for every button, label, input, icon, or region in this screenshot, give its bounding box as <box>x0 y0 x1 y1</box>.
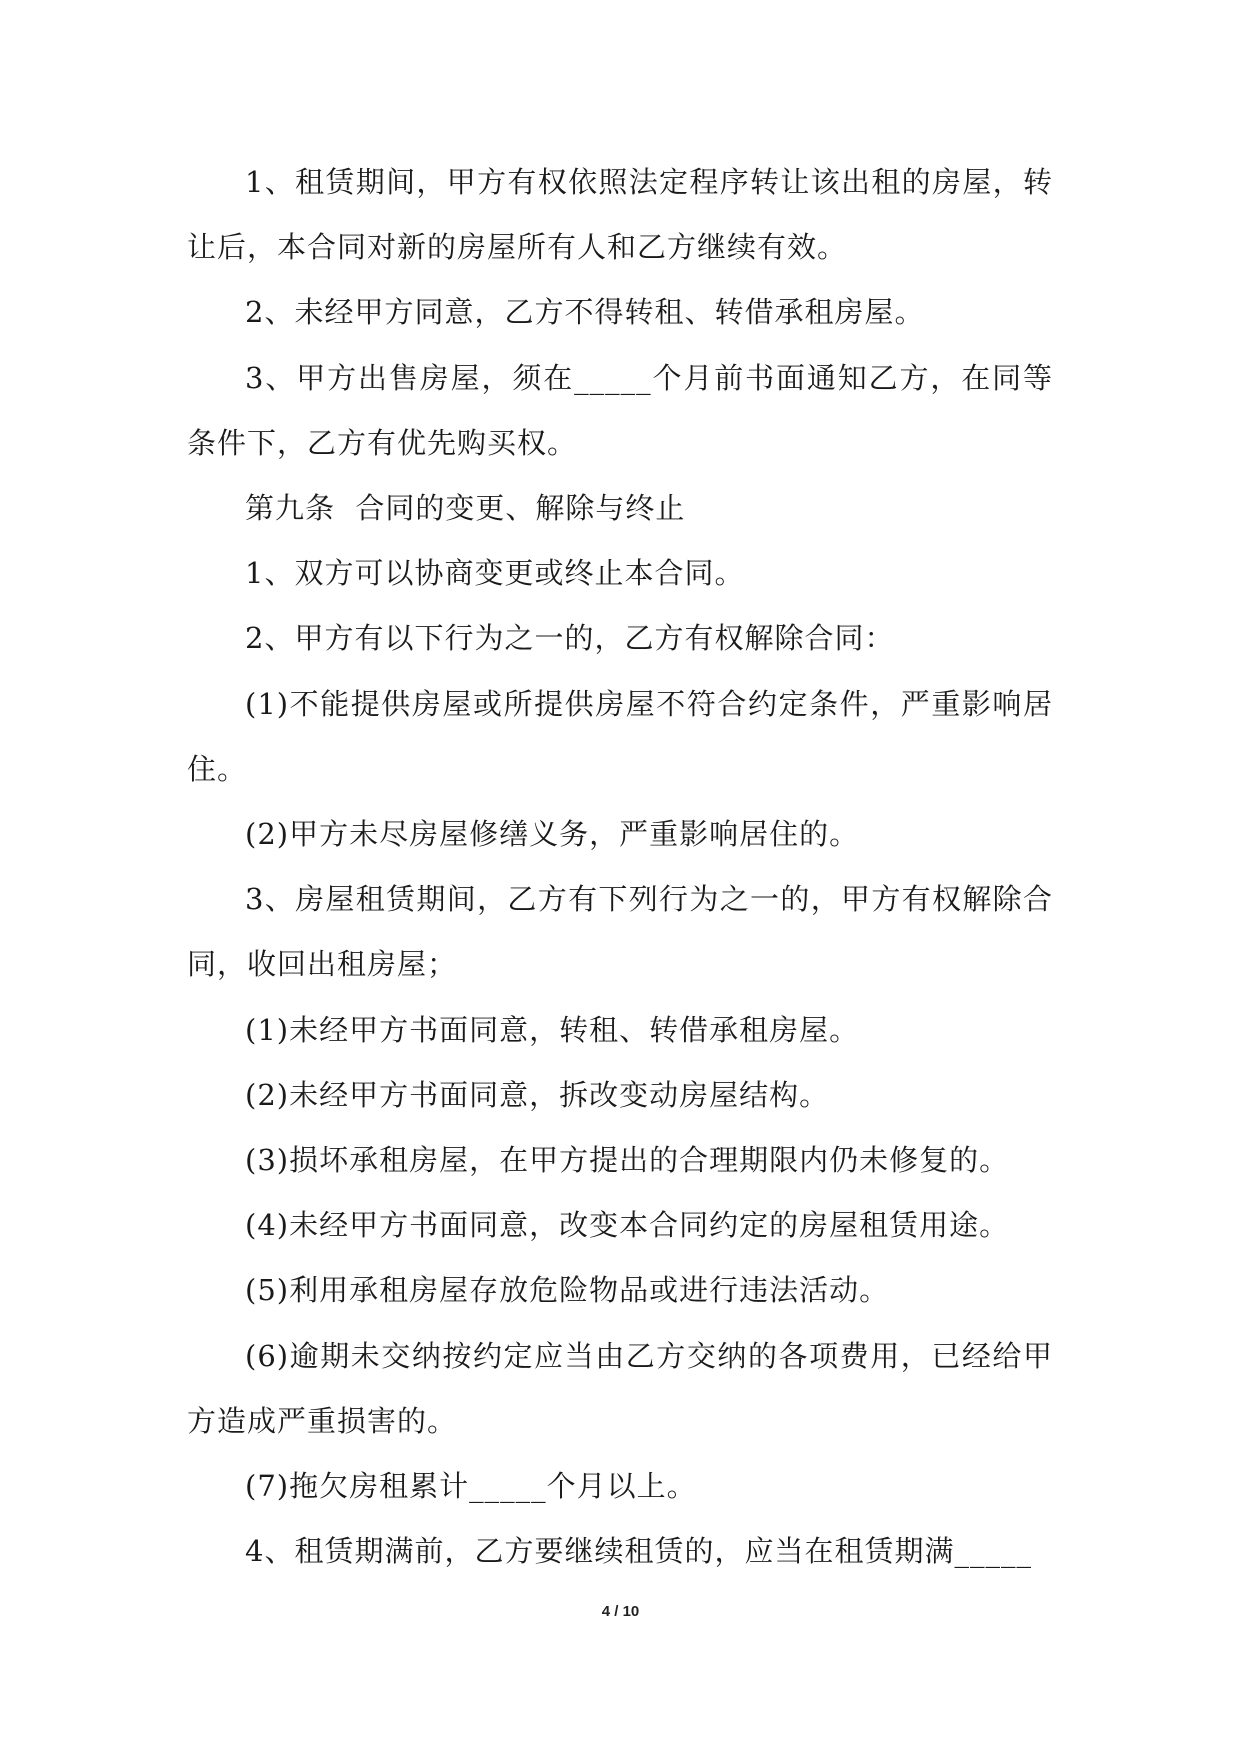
list-item-landlord-2: (2)甲方未尽房屋修缮义务，严重影响居住的。 <box>245 817 860 852</box>
list-item-tenant-2: (2)未经甲方书面同意，拆改变动房屋结构。 <box>245 1077 830 1112</box>
list-item-tenant-4: (4)未经甲方书面同意，改变本合同约定的房屋租赁用途。 <box>245 1208 1010 1243</box>
paragraph-tenant-termination-right: 2、甲方有以下行为之一的，乙方有权解除合同： <box>245 621 895 656</box>
paragraph-sale-notice: 3、甲方出售房屋，须在_____个月前书面通知乙方，在同等条件下，乙方有优先购买权。 <box>187 360 1053 460</box>
section-heading-article-9: 第九条 合同的变更、解除与终止 <box>245 491 686 526</box>
list-item-tenant-5: (5)利用承租房屋存放危险物品或进行违法活动。 <box>245 1273 890 1308</box>
paragraph-renewal: 4、租赁期满前，乙方要继续租赁的，应当在租赁期满_____ <box>245 1534 1032 1569</box>
list-item-tenant-3: (3)损坏承租房屋，在甲方提出的合理期限内仍未修复的。 <box>245 1143 1010 1178</box>
paragraph-landlord-termination-right: 3、房屋租赁期间，乙方有下列行为之一的，甲方有权解除合同，收回出租房屋； <box>187 882 1053 982</box>
list-item-tenant-6: (6)逾期未交纳按约定应当由乙方交纳的各项费用，已经给甲方造成严重损害的。 <box>187 1338 1053 1438</box>
list-item-landlord-1: (1)不能提供房屋或所提供房屋不符合约定条件，严重影响居住。 <box>187 686 1053 786</box>
document-body <box>187 150 1053 1584</box>
list-item-tenant-1: (1)未经甲方书面同意，转租、转借承租房屋。 <box>245 1012 860 1047</box>
list-item-tenant-7: (7)拖欠房租累计_____个月以上。 <box>245 1469 697 1504</box>
paragraph-no-sublet: 2、未经甲方同意，乙方不得转租、转借承租房屋。 <box>245 295 925 330</box>
paragraph-transfer-clause: 1、租赁期间，甲方有权依照法定程序转让该出租的房屋，转让后，本合同对新的房屋所有人和乙方继续有效。 <box>187 165 1053 265</box>
page-number: 4 / 10 <box>601 1603 640 1620</box>
paragraph-mutual-change: 1、双方可以协商变更或终止本合同。 <box>245 556 745 591</box>
